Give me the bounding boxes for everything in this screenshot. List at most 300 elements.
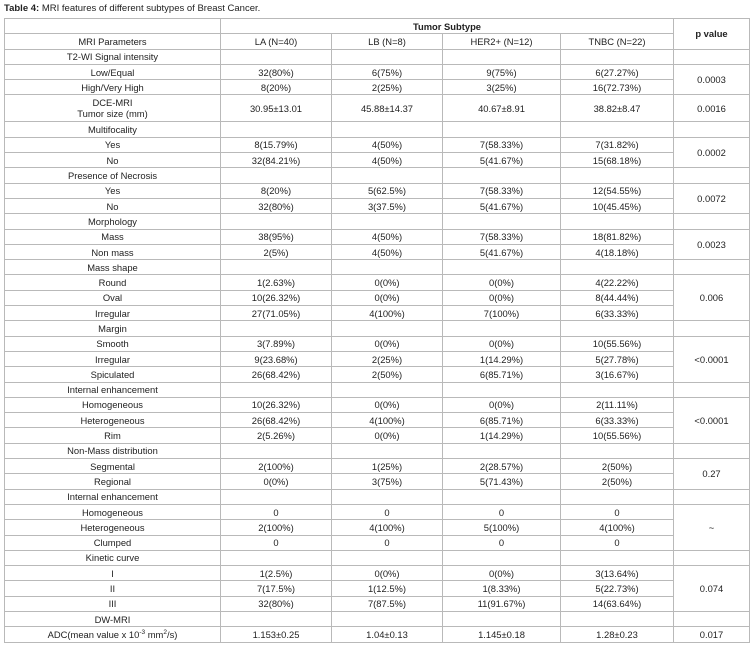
value-cell: 2(50%)	[332, 367, 443, 382]
parameter-cell	[5, 80, 221, 95]
value-cell	[332, 49, 443, 64]
parameter-cell	[5, 520, 221, 535]
value-cell: 1.28±0.23	[561, 627, 674, 642]
table-row	[5, 443, 750, 458]
value-cell: 9(23.68%)	[221, 351, 332, 366]
value-cell: 40.67±8.91	[443, 95, 561, 122]
p-value-cell: <0.0001	[674, 336, 750, 382]
parameter-label: II	[109, 583, 116, 595]
p-value-cell: ~	[674, 504, 750, 550]
value-cell: 0	[332, 504, 443, 519]
parameter-label-part: mm	[145, 628, 164, 640]
parameter-cell	[5, 443, 221, 458]
parameter-label: Regional	[93, 475, 131, 487]
parameter-cell	[5, 550, 221, 565]
parameter-label: Margin	[98, 322, 127, 334]
value-cell	[443, 260, 561, 275]
value-cell: 3(37.5%)	[332, 198, 443, 213]
parameter-label: ADC(mean value x 10	[47, 628, 140, 640]
value-cell: 0(0%)	[332, 566, 443, 581]
value-cell	[221, 550, 332, 565]
value-cell: 0	[561, 504, 674, 519]
value-cell: 6(33.33%)	[561, 413, 674, 428]
parameter-label: Irregular	[95, 353, 130, 365]
header-mri-parameters: MRI Parameters	[5, 34, 221, 49]
value-cell	[561, 611, 674, 626]
value-cell: 1(12.5%)	[332, 581, 443, 596]
value-cell: 4(22.22%)	[561, 275, 674, 290]
table-row	[5, 535, 750, 550]
value-cell	[561, 168, 674, 183]
value-cell	[221, 443, 332, 458]
parameter-label: Spiculated	[90, 368, 135, 380]
p-value-cell	[674, 214, 750, 229]
parameter-label: Smooth	[96, 338, 129, 350]
value-cell: 3(13.64%)	[561, 566, 674, 581]
table-row	[5, 550, 750, 565]
value-cell: 7(31.82%)	[561, 137, 674, 152]
parameter-label: Morphology	[88, 215, 137, 227]
value-cell: 30.95±13.01	[221, 95, 332, 122]
p-value-cell: 0.0023	[674, 229, 750, 260]
parameter-cell	[5, 535, 221, 550]
value-cell: 2(25%)	[332, 80, 443, 95]
table-row	[5, 474, 750, 489]
table-row	[5, 198, 750, 213]
p-value-cell	[674, 260, 750, 275]
value-cell: 1.04±0.13	[332, 627, 443, 642]
value-cell	[221, 489, 332, 504]
parameter-cell	[5, 64, 221, 79]
value-cell	[561, 382, 674, 397]
value-cell: 0(0%)	[443, 566, 561, 581]
table-row	[5, 153, 750, 168]
header-tnbc: TNBC (N=22)	[561, 34, 674, 49]
parameter-label: Irregular	[95, 307, 130, 319]
parameter-label: Heterogeneous	[80, 414, 145, 426]
value-cell: 1(14.29%)	[443, 351, 561, 366]
value-cell	[332, 168, 443, 183]
parameter-label: T2-WI Signal intensity	[66, 51, 159, 63]
parameter-label: Mass	[101, 231, 124, 243]
parameter-cell	[5, 168, 221, 183]
value-cell	[443, 321, 561, 336]
value-cell: 6(85.71%)	[443, 413, 561, 428]
parameter-cell	[5, 581, 221, 596]
value-cell: 4(50%)	[332, 229, 443, 244]
value-cell: 8(15.79%)	[221, 137, 332, 152]
table-body	[5, 49, 750, 642]
value-cell	[332, 321, 443, 336]
header-row-group	[5, 19, 750, 34]
value-cell: 4(100%)	[561, 520, 674, 535]
table-row	[5, 367, 750, 382]
value-cell	[221, 611, 332, 626]
value-cell: 3(75%)	[332, 474, 443, 489]
p-value-cell	[674, 550, 750, 565]
parameter-cell	[5, 214, 221, 229]
value-cell: 10(55.56%)	[561, 336, 674, 351]
value-cell: 6(75%)	[332, 64, 443, 79]
value-cell: 1.153±0.25	[221, 627, 332, 642]
parameter-cell	[5, 95, 221, 122]
value-cell: 7(58.33%)	[443, 229, 561, 244]
value-cell: 0(0%)	[443, 275, 561, 290]
value-cell	[221, 214, 332, 229]
parameter-label: Internal enhancement	[67, 491, 158, 503]
value-cell: 3(25%)	[443, 80, 561, 95]
header-lb: LB (N=8)	[332, 34, 443, 49]
value-cell	[221, 382, 332, 397]
value-cell	[221, 49, 332, 64]
parameter-cell	[5, 627, 221, 642]
table-row	[5, 290, 750, 305]
value-cell: 7(87.5%)	[332, 596, 443, 611]
p-value-cell	[674, 382, 750, 397]
parameter-cell	[5, 504, 221, 519]
value-cell	[221, 260, 332, 275]
value-cell	[221, 122, 332, 137]
p-value-cell: 0.006	[674, 275, 750, 321]
table-row	[5, 351, 750, 366]
value-cell: 14(63.64%)	[561, 596, 674, 611]
table-row	[5, 80, 750, 95]
table-row	[5, 413, 750, 428]
value-cell	[332, 443, 443, 458]
table-row	[5, 504, 750, 519]
header-blank-cell	[5, 19, 221, 34]
value-cell: 6(85.71%)	[443, 367, 561, 382]
parameter-cell	[5, 611, 221, 626]
value-cell: 11(91.67%)	[443, 596, 561, 611]
value-cell	[443, 122, 561, 137]
table-row	[5, 428, 750, 443]
parameter-cell	[5, 198, 221, 213]
p-value-cell: 0.0002	[674, 137, 750, 168]
parameter-label: Homogeneous	[82, 506, 143, 518]
parameter-cell	[5, 413, 221, 428]
p-value-cell	[674, 321, 750, 336]
parameter-cell	[5, 183, 221, 198]
value-cell: 0(0%)	[332, 290, 443, 305]
p-value-cell	[674, 489, 750, 504]
value-cell: 0	[561, 535, 674, 550]
value-cell: 38.82±8.47	[561, 95, 674, 122]
value-cell	[561, 214, 674, 229]
header-tumor-subtype: Tumor Subtype	[221, 19, 674, 34]
p-value-cell: 0.017	[674, 627, 750, 642]
parameter-cell	[5, 596, 221, 611]
parameter-label: DCE-MRI	[92, 97, 133, 109]
value-cell	[443, 550, 561, 565]
value-cell: 0(0%)	[221, 474, 332, 489]
parameter-label: Yes	[104, 139, 121, 151]
value-cell: 8(44.44%)	[561, 290, 674, 305]
value-cell	[443, 611, 561, 626]
value-cell: 2(5%)	[221, 244, 332, 259]
parameter-cell	[5, 459, 221, 474]
value-cell	[332, 260, 443, 275]
value-cell: 5(41.67%)	[443, 198, 561, 213]
value-cell	[221, 168, 332, 183]
parameter-label: Presence of Necrosis	[67, 170, 158, 182]
parameter-sublabel: Tumor size (mm)	[77, 108, 148, 120]
value-cell	[561, 49, 674, 64]
table-row	[5, 489, 750, 504]
p-value-cell	[674, 168, 750, 183]
parameter-cell	[5, 137, 221, 152]
parameter-cell	[5, 275, 221, 290]
value-cell: 2(100%)	[221, 459, 332, 474]
parameter-cell	[5, 244, 221, 259]
table-row	[5, 275, 750, 290]
value-cell: 7(100%)	[443, 306, 561, 321]
parameter-label: Low/Equal	[90, 66, 135, 78]
value-cell	[561, 550, 674, 565]
parameter-label-part: /s)	[166, 628, 178, 640]
caption-text: MRI features of different subtypes of Breast Cancer.	[39, 3, 261, 14]
value-cell: 1(25%)	[332, 459, 443, 474]
p-value-cell	[674, 122, 750, 137]
parameter-cell	[5, 153, 221, 168]
value-cell: 5(27.78%)	[561, 351, 674, 366]
table-row	[5, 397, 750, 412]
value-cell: 5(71.43%)	[443, 474, 561, 489]
mri-features-table	[4, 18, 750, 643]
value-cell	[443, 214, 561, 229]
header-her2: HER2+ (N=12)	[443, 34, 561, 49]
value-cell: 7(58.33%)	[443, 183, 561, 198]
value-cell: 26(68.42%)	[221, 413, 332, 428]
p-value-cell	[674, 443, 750, 458]
parameter-cell	[5, 321, 221, 336]
table-row	[5, 321, 750, 336]
p-value-cell	[674, 611, 750, 626]
p-value-cell	[674, 49, 750, 64]
value-cell: 32(80%)	[221, 198, 332, 213]
value-cell	[332, 611, 443, 626]
parameter-label: Yes	[104, 185, 121, 197]
table-row	[5, 260, 750, 275]
parameter-label: III	[108, 598, 117, 610]
parameter-label: Round	[98, 277, 127, 289]
value-cell: 2(28.57%)	[443, 459, 561, 474]
parameter-label: Kinetic curve	[85, 552, 140, 564]
value-cell: 6(33.33%)	[561, 306, 674, 321]
parameter-cell	[5, 382, 221, 397]
table-row	[5, 137, 750, 152]
value-cell: 2(50%)	[561, 474, 674, 489]
parameter-cell	[5, 49, 221, 64]
parameter-label: No	[106, 200, 119, 212]
table-row	[5, 336, 750, 351]
value-cell: 27(71.05%)	[221, 306, 332, 321]
parameter-label: Internal enhancement	[67, 384, 158, 396]
value-cell	[561, 321, 674, 336]
value-cell	[561, 122, 674, 137]
parameter-label: Mass shape	[87, 261, 138, 273]
value-cell: 2(50%)	[561, 459, 674, 474]
header-la: LA (N=40)	[221, 34, 332, 49]
parameter-label: Multifocality	[88, 124, 137, 136]
parameter-label: I	[111, 567, 114, 579]
value-cell: 32(80%)	[221, 64, 332, 79]
value-cell	[221, 321, 332, 336]
value-cell: 8(20%)	[221, 80, 332, 95]
parameter-cell	[5, 336, 221, 351]
caption-label: Table 4:	[4, 3, 40, 14]
value-cell: 1.145±0.18	[443, 627, 561, 642]
value-cell: 4(50%)	[332, 153, 443, 168]
value-cell	[443, 382, 561, 397]
table-row	[5, 306, 750, 321]
value-cell: 45.88±14.37	[332, 95, 443, 122]
table-row	[5, 382, 750, 397]
table-row	[5, 95, 750, 122]
table-row	[5, 627, 750, 642]
parameter-cell	[5, 367, 221, 382]
table-row	[5, 122, 750, 137]
value-cell: 1(2.5%)	[221, 566, 332, 581]
value-cell	[332, 550, 443, 565]
value-cell: 2(100%)	[221, 520, 332, 535]
parameter-cell	[5, 229, 221, 244]
value-cell: 0(0%)	[443, 290, 561, 305]
parameter-label: Rim	[104, 430, 121, 442]
parameter-label: DW-MRI	[94, 613, 131, 625]
value-cell: 3(7.89%)	[221, 336, 332, 351]
parameter-cell	[5, 306, 221, 321]
p-value-cell: 0.0016	[674, 95, 750, 122]
value-cell: 38(95%)	[221, 229, 332, 244]
value-cell	[561, 260, 674, 275]
table-row	[5, 581, 750, 596]
value-cell: 4(50%)	[332, 137, 443, 152]
parameter-label: Segmental	[90, 460, 135, 472]
value-cell: 4(100%)	[332, 520, 443, 535]
value-cell: 2(5.26%)	[221, 428, 332, 443]
value-cell	[332, 122, 443, 137]
value-cell: 32(80%)	[221, 596, 332, 611]
value-cell: 4(50%)	[332, 244, 443, 259]
value-cell	[332, 382, 443, 397]
value-cell: 4(18.18%)	[561, 244, 674, 259]
value-cell: 0	[443, 535, 561, 550]
parameter-label: Non-Mass distribution	[67, 445, 158, 457]
value-cell: 10(26.32%)	[221, 290, 332, 305]
value-cell: 8(20%)	[221, 183, 332, 198]
value-cell: 0(0%)	[332, 397, 443, 412]
p-value-cell: 0.0072	[674, 183, 750, 214]
value-cell: 0	[332, 535, 443, 550]
parameter-cell	[5, 290, 221, 305]
table-row	[5, 229, 750, 244]
value-cell: 10(45.45%)	[561, 198, 674, 213]
table-row	[5, 611, 750, 626]
value-cell: 5(41.67%)	[443, 153, 561, 168]
table-row	[5, 168, 750, 183]
value-cell: 0(0%)	[443, 336, 561, 351]
parameter-label-part: 2	[163, 628, 167, 636]
value-cell: 0	[221, 535, 332, 550]
parameter-cell	[5, 122, 221, 137]
value-cell: 0	[221, 504, 332, 519]
value-cell	[443, 443, 561, 458]
value-cell: 9(75%)	[443, 64, 561, 79]
value-cell: 1(2.63%)	[221, 275, 332, 290]
table-row	[5, 244, 750, 259]
value-cell: 6(27.27%)	[561, 64, 674, 79]
value-cell: 1(14.29%)	[443, 428, 561, 443]
value-cell	[332, 214, 443, 229]
value-cell: 3(16.67%)	[561, 367, 674, 382]
parameter-cell	[5, 397, 221, 412]
value-cell	[443, 489, 561, 504]
value-cell: 15(68.18%)	[561, 153, 674, 168]
value-cell	[561, 443, 674, 458]
value-cell: 5(22.73%)	[561, 581, 674, 596]
parameter-label: Clumped	[93, 537, 132, 549]
value-cell: 16(72.73%)	[561, 80, 674, 95]
value-cell	[443, 168, 561, 183]
table-row	[5, 566, 750, 581]
parameter-cell	[5, 351, 221, 366]
p-value-cell: 0.27	[674, 459, 750, 490]
value-cell: 0(0%)	[332, 428, 443, 443]
value-cell: 10(26.32%)	[221, 397, 332, 412]
parameter-cell	[5, 428, 221, 443]
value-cell	[443, 49, 561, 64]
value-cell: 10(55.56%)	[561, 428, 674, 443]
parameter-cell	[5, 566, 221, 581]
value-cell: 0	[443, 504, 561, 519]
header-p-value: p value	[674, 19, 750, 50]
parameter-label: High/Very High	[81, 81, 144, 93]
value-cell: 5(62.5%)	[332, 183, 443, 198]
value-cell	[561, 489, 674, 504]
table-row	[5, 49, 750, 64]
value-cell: 18(81.82%)	[561, 229, 674, 244]
value-cell: 7(58.33%)	[443, 137, 561, 152]
parameter-label: Homogeneous	[82, 399, 143, 411]
p-value-cell: 0.0003	[674, 64, 750, 95]
p-value-cell: 0.074	[674, 566, 750, 612]
value-cell: 26(68.42%)	[221, 367, 332, 382]
value-cell: 4(100%)	[332, 413, 443, 428]
parameter-cell	[5, 260, 221, 275]
parameter-cell	[5, 489, 221, 504]
table-row	[5, 596, 750, 611]
value-cell: 0(0%)	[332, 336, 443, 351]
header-row-columns	[5, 34, 750, 49]
value-cell: 5(100%)	[443, 520, 561, 535]
parameter-label: No	[106, 154, 119, 166]
value-cell: 1(8.33%)	[443, 581, 561, 596]
value-cell: 5(41.67%)	[443, 244, 561, 259]
value-cell	[332, 489, 443, 504]
parameter-label: Oval	[102, 292, 123, 304]
parameter-label: Heterogeneous	[80, 521, 145, 533]
value-cell: 2(25%)	[332, 351, 443, 366]
table-row	[5, 214, 750, 229]
table-row	[5, 183, 750, 198]
table-row	[5, 459, 750, 474]
p-value-cell: <0.0001	[674, 397, 750, 443]
parameter-label: Non mass	[91, 246, 134, 258]
table-row	[5, 520, 750, 535]
value-cell: 7(17.5%)	[221, 581, 332, 596]
table-row	[5, 64, 750, 79]
